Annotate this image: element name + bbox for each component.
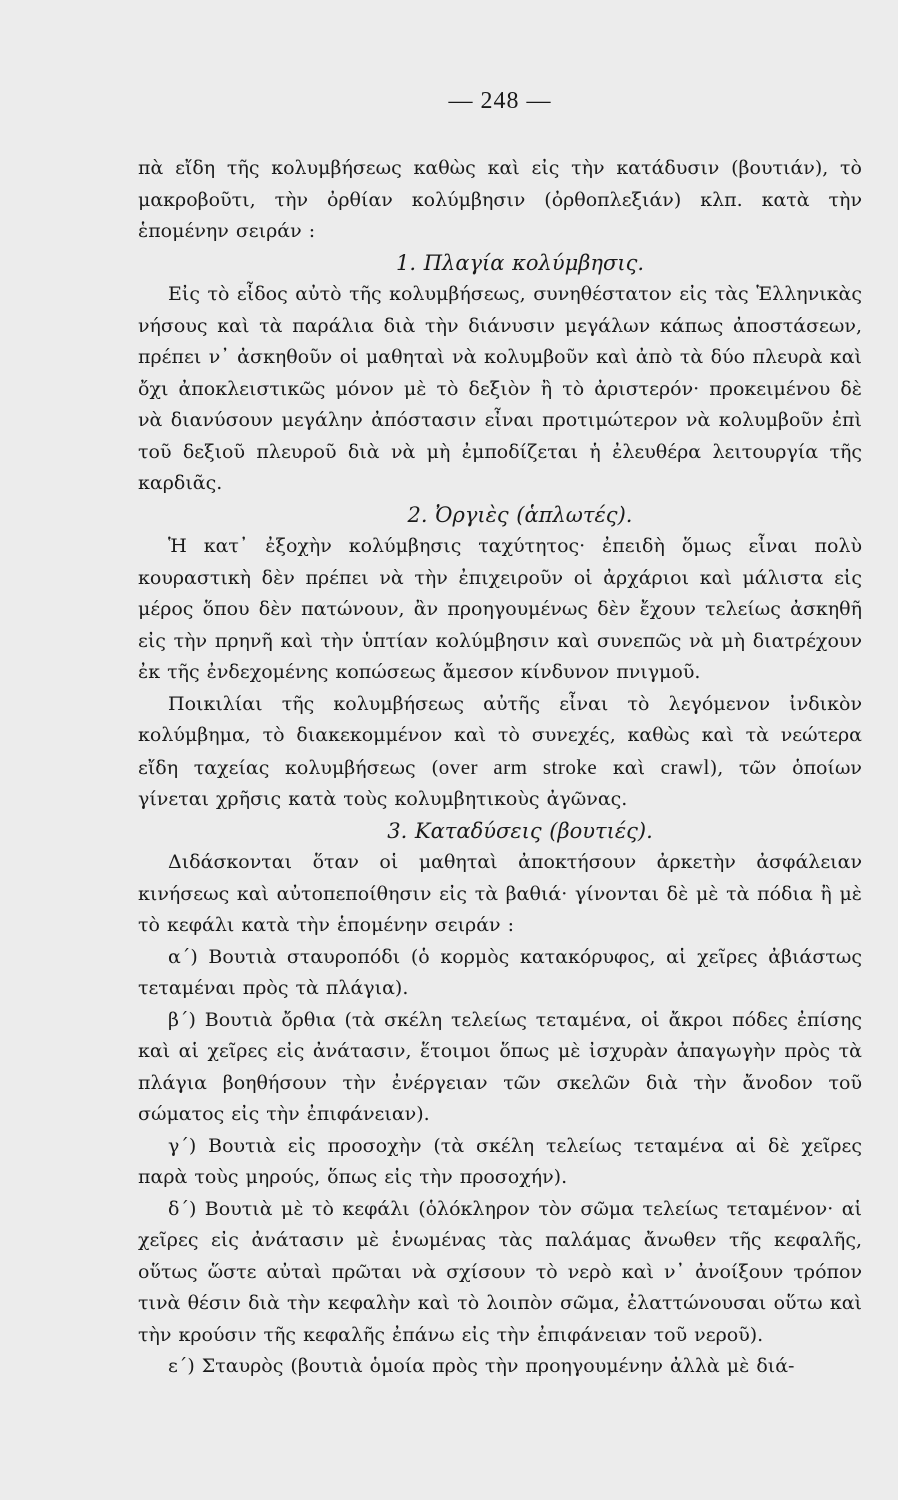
section-2-paragraph-2-part-b: καὶ bbox=[597, 756, 661, 779]
latin-term-over-arm-stroke: over arm stroke bbox=[438, 754, 598, 779]
section-3-item-gamma: γ´) Βουτιὰ εἰς προσοχὴν (τὰ σκέλη τελείως τεταμένα αἱ δὲ χεῖρες παρὰ τοὺς μηρούς, ὅπως εἰς τὴν προσοχήν). bbox=[138, 1134, 862, 1188]
page-body bbox=[138, 153, 862, 1383]
latin-term-crawl: crawl bbox=[660, 754, 710, 779]
section-3-heading: 3. Καταδύσεις (βουτιές). bbox=[387, 818, 653, 843]
intro-paragraph: πὰ εἴδη τῆς κολυμβήσεως καθὼς καὶ εἰς τὴν κατάδυσιν (βουτιάν), τὸ μακροβοῦτι, τὴν ὀρθίαν κολύμβησιν (ὀρθοπλεξιάν) κλπ. κατὰ τὴν ἑπομένην σειράν : bbox=[138, 157, 862, 242]
section-2-paragraph-2-part-a: Ποικιλίαι τῆς κολυμβήσεως αὐτῆς εἶναι τὸ λεγόμενον ἰνδικὸν κολύμβημα, τὸ διακεκομμένον καὶ τὸ συνεχές, καθὼς καὶ τὰ νεώτερα εἴδη ταχείας κολυμβήσεως ( bbox=[138, 692, 862, 779]
section-1-paragraph: Εἰς τὸ εἶδος αὐτὸ τῆς κολυμβήσεως, συνηθέστατον εἰς τὰς Ἑλληνικὰς νήσους καὶ τὰ παράλια διὰ τὴν διάνυσιν μεγάλων κάπως ἀποστάσεων, πρέπει ν᾽ ἀσκηθοῦν οἱ μαθηταὶ νὰ κολυμβοῦν καὶ ἀπὸ τὰ δύο πλευρὰ καὶ ὄχι ἀποκλειστικῶς μόνον μὲ τὸ δεξιὸν ἢ τὸ ἀριστερόν· προκειμένου δὲ νὰ διανύσουν μεγάλην ἀπόστασιν εἶναι προτιμώτερον νὰ κολυμβοῦν ἐπὶ τοῦ δεξιοῦ πλευροῦ διὰ νὰ μὴ ἐμποδίζεται ἡ ἐλευθέρα λειτουργία τῆς καρδιᾶς. bbox=[138, 283, 862, 494]
section-3-item-beta: β´) Βουτιὰ ὄρθια (τὰ σκέλη τελείως τεταμένα, οἱ ἄκροι πόδες ἐπίσης καὶ αἱ χεῖρες εἰς ἀνάτασιν, ἕτοιμοι ὅπως μὲ ἰσχυρὰν ἀπαγωγὴν πρὸς τὰ πλάγια βοηθήσουν τὴν ἐνέργειαν τῶν σκελῶν διὰ τὴν ἄνοδον τοῦ σώματος εἰς τὴν ἐπιφάνειαν). bbox=[138, 1008, 862, 1125]
section-3-item-delta: δ´) Βουτιὰ μὲ τὸ κεφάλι (ὁλόκληρον τὸν σῶμα τελείως τεταμένον· αἱ χεῖρες εἰς ἀνάτασιν μὲ ἑνωμένας τὰς παλάμας ἄνωθεν τῆς κεφαλῆς, οὕτως ὥστε αὐταὶ πρῶται νὰ σχίσουν τὸ νερὸ καὶ ν᾽ ἀνοίξουν τρόπον τινὰ θέσιν διὰ τὴν κεφαλὴν καὶ τὸ λοιπὸν σῶμα, ἐλαττώνουσαι οὕτω καὶ τὴν κρούσιν τῆς κεφαλῆς ἐπάνω εἰς τὴν ἐπιφάνειαν τοῦ νεροῦ). bbox=[138, 1197, 862, 1346]
section-3-item-alpha: α´) Βουτιὰ σταυροπόδι (ὁ κορμὸς κατακόρυφος, αἱ χεῖρες ἀβιάστως τεταμέναι πρὸς τὰ πλάγια). bbox=[138, 945, 862, 999]
section-2-paragraph-2 bbox=[138, 689, 862, 816]
section-3-intro: Διδάσκονται ὅταν οἱ μαθηταὶ ἀποκτήσουν ἀρκετὴν ἀσφάλειαν κινήσεως καὶ αὐτοπεποίθησιν εἰς τὰ βαθιά· γίνονται δὲ μὲ τὰ πόδια ἢ μὲ τὸ κεφάλι κατὰ τὴν ἑπομένην σειράν : bbox=[138, 851, 862, 936]
section-2-paragraph-2-part-c: ), τῶν ὁποίων γίνεται χρῆσις κατὰ τοὺς κολυμβητικοὺς ἀγῶνας. bbox=[138, 756, 862, 810]
page-number: — 248 — bbox=[448, 88, 552, 114]
section-3-item-epsilon: ε´) Σταυρὸς (βουτιὰ ὁμοία πρὸς τὴν προηγουμένην ἀλλὰ μὲ διά- bbox=[168, 1355, 795, 1377]
section-2-heading: 2. Ὀργιὲς (ἁπλωτές). bbox=[407, 502, 633, 527]
section-2-paragraph-1: Ἡ κατ᾽ ἐξοχὴν κολύμβησις ταχύτητος· ἐπειδὴ ὅμως εἶναι πολὺ κουραστικὴ δὲν πρέπει νὰ τὴν ἐπιχειροῦν οἱ ἀρχάριοι καὶ μάλιστα εἰς μέρος ὅπου δὲν πατώνουν, ἂν προηγουμένως δὲν ἔχουν τελείως ἀσκηθῆ εἰς τὴν πρηνῆ καὶ τὴν ὑπτίαν κολύμβησιν καὶ συνεπῶς νὰ μὴ διατρέχουν ἐκ τῆς ἐνδεχομένης κοπώσεως ἄμεσον κίνδυνον πνιγμοῦ. bbox=[138, 535, 862, 683]
section-1-heading: 1. Πλαγία κολύμβησις. bbox=[395, 250, 645, 275]
